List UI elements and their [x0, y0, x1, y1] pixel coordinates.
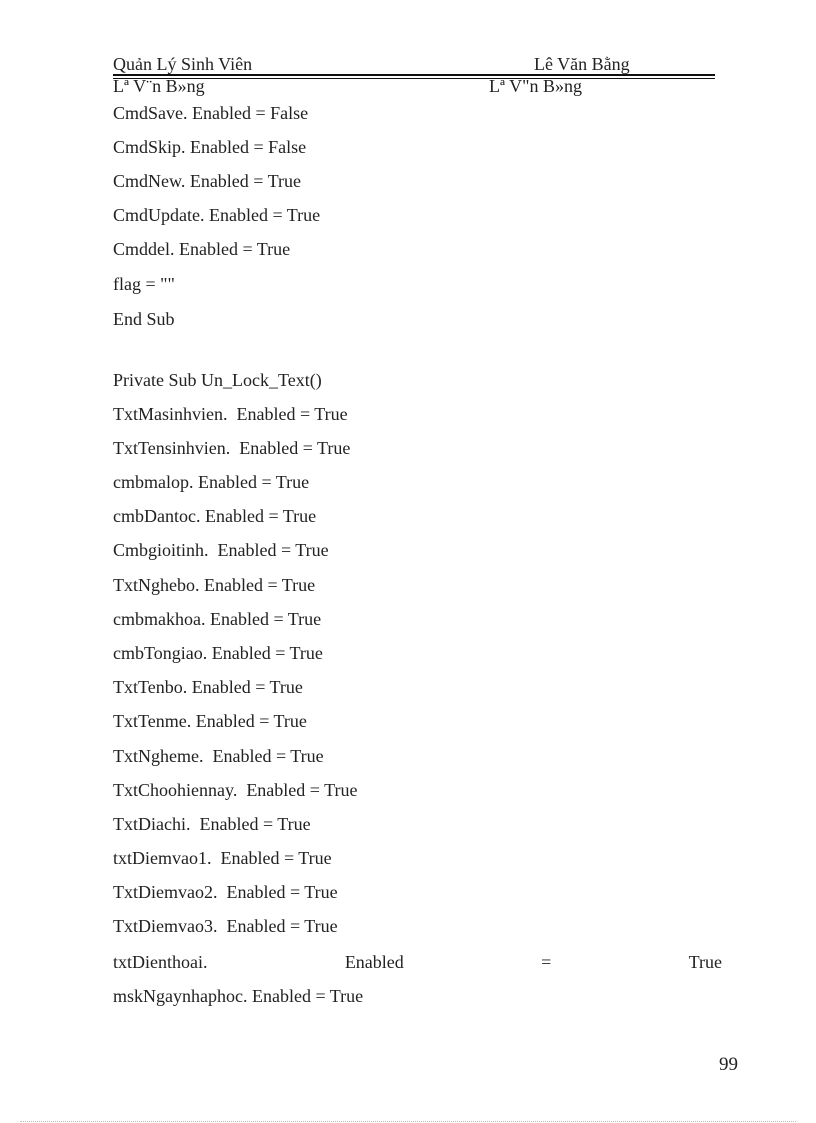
- header-sub-right: Lª V"n B»ng: [489, 76, 582, 96]
- page-number: 99: [719, 1054, 738, 1075]
- code-line: TxtTensinhvien. Enabled = True: [113, 438, 351, 458]
- code-line: TxtNgheme. Enabled = True: [113, 746, 324, 766]
- code-line: TxtDiachi. Enabled = True: [113, 814, 311, 834]
- code-line: TxtNghebo. Enabled = True: [113, 575, 316, 595]
- code-line: CmdSkip. Enabled = False: [113, 137, 307, 157]
- code-token: txtDienthoai.: [113, 952, 208, 972]
- code-token: Enabled: [344, 952, 404, 972]
- code-line: TxtTenme. Enabled = True: [113, 711, 307, 731]
- code-line: mskNgaynhaphoc. Enabled = True: [113, 986, 364, 1006]
- code-line: cmbmalop. Enabled = True: [113, 472, 310, 492]
- code-line: Cmddel. Enabled = True: [113, 239, 291, 259]
- code-line-justified: [113, 951, 722, 973]
- header-sub-left: Lª V¨n B»ng: [113, 76, 205, 96]
- code-line: TxtDiemvao3. Enabled = True: [113, 916, 338, 936]
- code-token: True: [688, 952, 722, 972]
- code-line: Private Sub Un_Lock_Text(): [113, 370, 322, 390]
- code-line: cmbDantoc. Enabled = True: [113, 506, 317, 526]
- header-title: Quản Lý Sinh Viên: [113, 54, 253, 74]
- code-line: CmdSave. Enabled = False: [113, 103, 309, 123]
- code-line: CmdNew. Enabled = True: [113, 171, 301, 191]
- code-line: txtDiemvao1. Enabled = True: [113, 848, 332, 868]
- code-line: flag = "": [113, 274, 175, 294]
- code-line: TxtTenbo. Enabled = True: [113, 677, 303, 697]
- code-token: =: [541, 952, 552, 972]
- page-bottom-border: [20, 1121, 796, 1122]
- code-line: TxtDiemvao2. Enabled = True: [113, 882, 338, 902]
- code-line: cmbTongiao. Enabled = True: [113, 643, 323, 663]
- code-line: CmdUpdate. Enabled = True: [113, 205, 321, 225]
- code-line: cmbmakhoa. Enabled = True: [113, 609, 322, 629]
- header-author: Lê Văn Bằng: [534, 54, 630, 74]
- code-line: Cmbgioitinh. Enabled = True: [113, 540, 329, 560]
- code-line: TxtMasinhvien. Enabled = True: [113, 404, 348, 424]
- code-line: End Sub: [113, 309, 175, 329]
- code-line: TxtChoohiennay. Enabled = True: [113, 780, 358, 800]
